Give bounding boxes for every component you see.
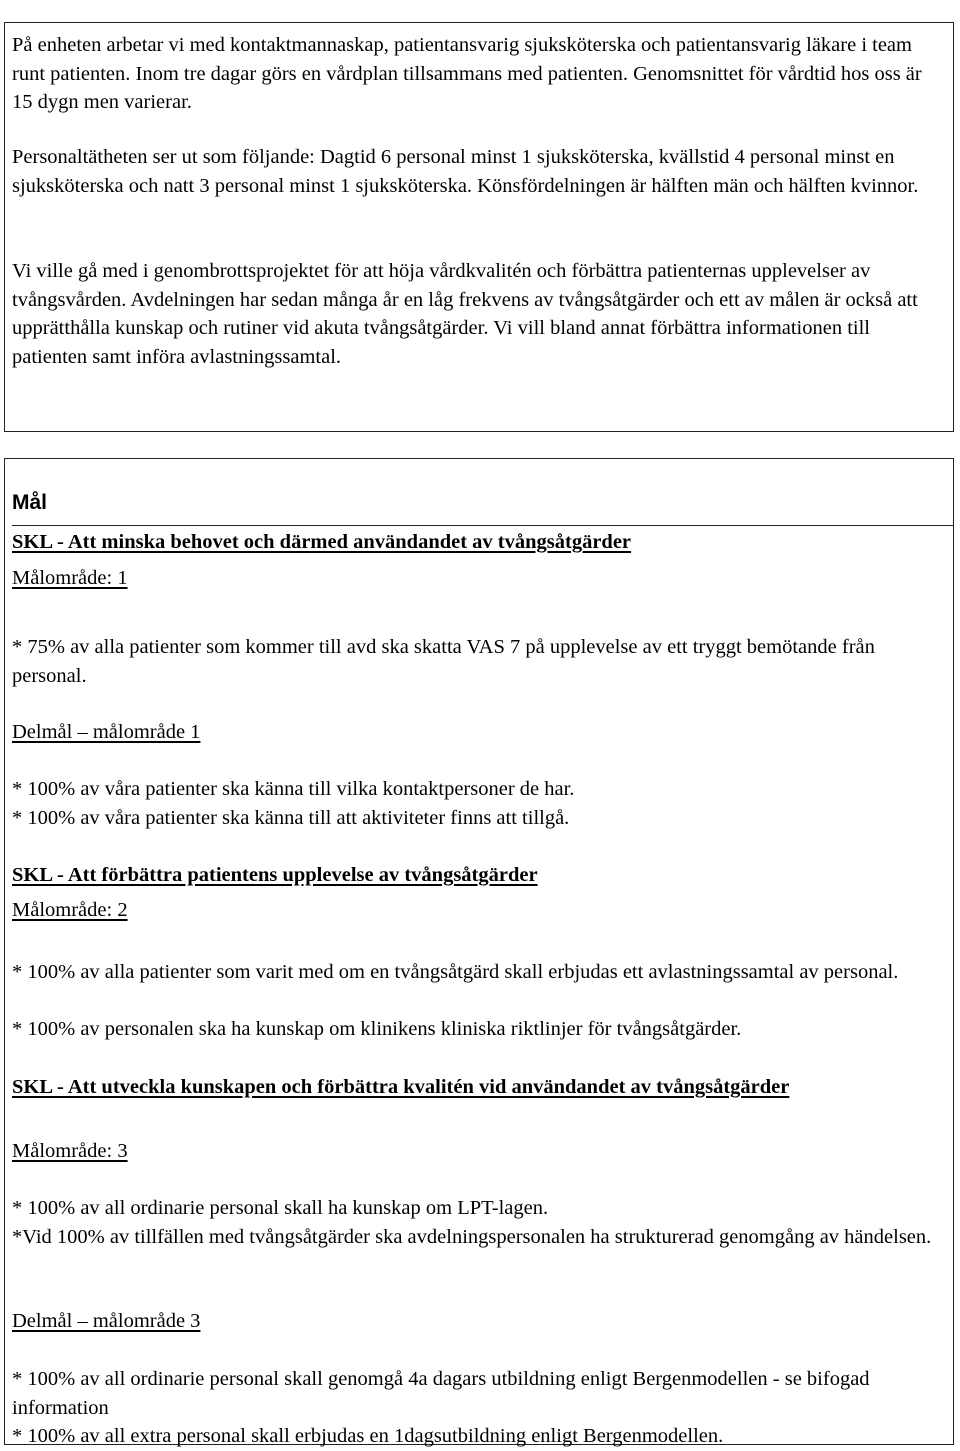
section-3-item: * 100% av all ordinarie personal skall ha kunskap om LPT-lagen.: [12, 1197, 549, 1219]
goals-heading: Mål: [12, 489, 953, 526]
goals-box: [4, 458, 954, 1445]
section-1-title: SKL - Att minska behovet och därmed användandet av tvångsåtgärder: [12, 531, 632, 553]
section-3-title: SKL - Att utveckla kunskapen och förbättra kvalitén vid användandet av tvångsåtgärder: [12, 1076, 790, 1098]
intro-paragraph-1: På enheten arbetar vi med kontaktmannaskap, patientansvarig sjuksköterska och patientansvarig läkare i team runt patienten. Inom tre dagar görs en vårdplan tillsammans med patienten. Genomsnittet för vårdtid hos oss är 15 dygn men varierar.: [12, 34, 922, 113]
section-2-area: Målområde: 2: [12, 899, 128, 921]
section-3-subgoal-item: * 100% av all extra personal skall erbjudas en 1dagsutbildning enligt Bergenmodellen.: [12, 1425, 724, 1447]
section-1-item: * 75% av alla patienter som kommer till avd ska skatta VAS 7 på upplevelse av ett tryggt bemötande från personal.: [12, 636, 875, 687]
section-1-subgoal-item: * 100% av våra patienter ska känna till att aktiviteter finns att tillgå.: [12, 807, 570, 829]
intro-paragraph-2: Personaltätheten ser ut som följande: Dagtid 6 personal minst 1 sjuksköterska, kvällstid 4 personal minst en sjuksköterska och natt 3 personal minst 1 sjuksköterska. Könsfördelningen är hälften män och hälften kvinnor.: [12, 146, 919, 197]
section-3-subgoal-item: * 100% av all ordinarie personal skall genomgå 4a dagars utbildning enligt Bergenmodellen - se bifogad information: [12, 1368, 870, 1419]
section-2-item: * 100% av alla patienter som varit med om en tvångsåtgärd skall erbjudas ett avlastningssamtal av personal.: [12, 961, 899, 983]
intro-paragraph-3: Vi ville gå med i genombrottsprojektet för att höja vårdkvalitén och förbättra patienternas upplevelser av tvångsvården. Avdelningen har sedan många år en låg frekvens av tvångsåtgärder och ett av målen är också att upprätthålla kunskap och rutiner vid akuta tvångsåtgärder. Vi vill bland annat förbättra informationen till patienten samt införa avlastningssamtal.: [12, 260, 918, 368]
section-1-subgoal-title: Delmål – målområde 1: [12, 721, 201, 743]
section-3-area: Målområde: 3: [12, 1140, 128, 1162]
section-1-area: Målområde: 1: [12, 567, 128, 589]
section-2-title: SKL - Att förbättra patientens upplevelse av tvångsåtgärder: [12, 864, 538, 886]
section-3-item: *Vid 100% av tillfällen med tvångsåtgärder ska avdelningspersonalen ha strukturerad genomgång av händelsen.: [12, 1226, 932, 1248]
section-3-subgoal-title: Delmål – målområde 3: [12, 1310, 201, 1332]
section-2-item: * 100% av personalen ska ha kunskap om klinikens kliniska riktlinjer för tvångsåtgärder.: [12, 1018, 742, 1040]
section-1-subgoal-item: * 100% av våra patienter ska känna till vilka kontaktpersoner de har.: [12, 778, 575, 800]
intro-box: [4, 22, 954, 432]
